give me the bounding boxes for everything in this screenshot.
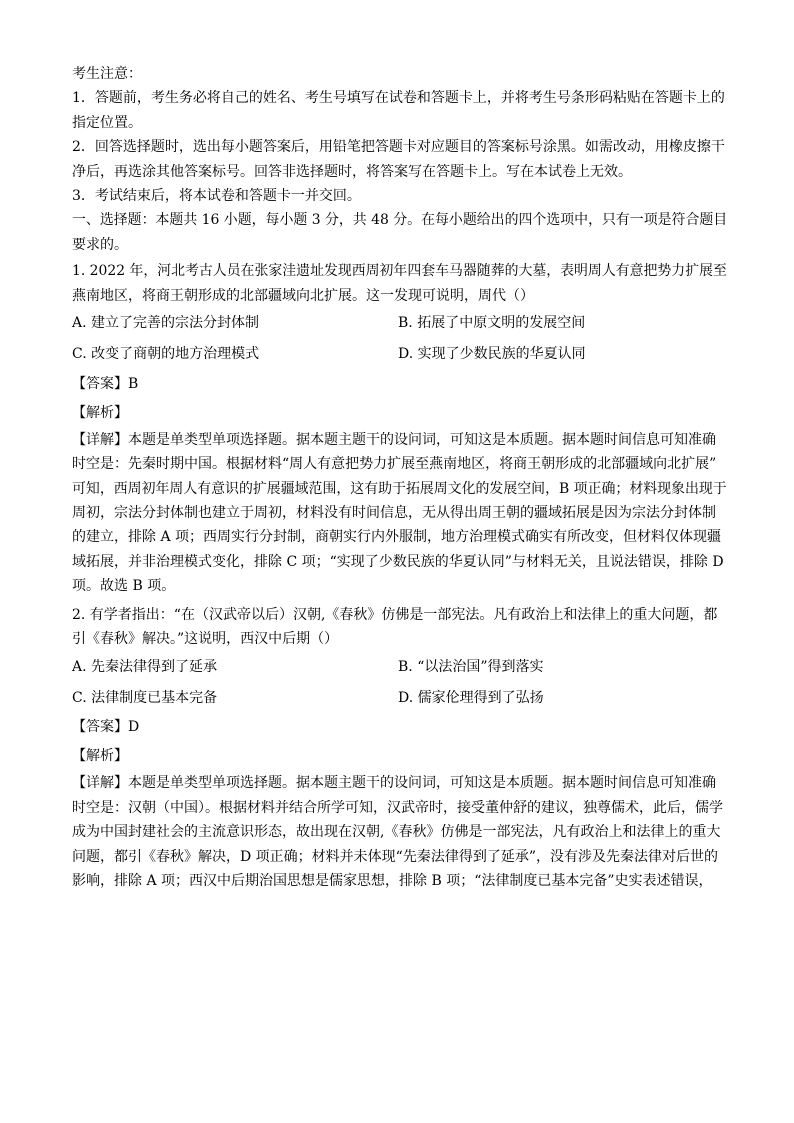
q2-option-b: B. “以法治国”得到落实	[398, 658, 544, 675]
q1-answer: 【答案】B	[72, 375, 139, 392]
q1-options-row-1	[72, 308, 727, 339]
q2-detail-line-3: 成为中国封建社会的主流意识形态，故出现在汉朝,《春秋》仿佛是一部宪法，凡有政治上和法律上的重大	[72, 824, 721, 841]
q2-detail-line-2: 时空是：汉朝（中国）。根据材料并结合所学可知，汉武帝时，接受董仲舒的建议，独尊儒术，此后，儒学	[72, 799, 723, 816]
q1-detail-line-6: 域拓展，并非治理模式变化，排除 C 项；“实现了少数民族的华夏认同”与材料无关，且说法错误，排除 D	[72, 553, 724, 570]
q1-options-row-2	[72, 339, 727, 370]
q1-option-d: D. 实现了少数民族的华夏认同	[398, 346, 586, 363]
section-line-2: 要求的。	[72, 236, 128, 253]
section-line-1: 一、选择题：本题共 16 小题，每小题 3 分，共 48 分。在每小题给出的四个选项中，只有一项是符合题目	[72, 212, 728, 229]
notice-item-1a: 1．答题前，考生务必将自己的姓名、考生号填写在试卷和答题卡上，并将考生号条形码粘贴在答题卡上的	[72, 90, 725, 107]
q2-options-row-2	[72, 682, 727, 713]
q1-detail-line-4: 周初，宗法分封体制也建立于周初，材料没有时间信息，无从得出周王朝的疆域拓展是因为宗法分封体制	[72, 505, 716, 522]
exam-page	[72, 62, 727, 893]
q1-detail-line-3: 可知，西周初年周人有意识的扩展疆域范围，这有助于拓展周文化的发展空间，B 项正确；材料现象出现于	[72, 480, 727, 497]
q2-option-a: A. 先秦法律得到了延承	[72, 658, 218, 675]
q2-detail-line-1: 【详解】本题是单类型单项选择题。据本题主题干的设问词，可知这是本质题。据本题时间信息可知准确	[72, 775, 716, 792]
q2-option-d: D. 儒家伦理得到了弘扬	[398, 689, 544, 706]
q2-stem-line-2: 引《春秋》解决。”这说明，西汉中后期（）	[72, 631, 339, 648]
q1-option-b: B. 拓展了中原文明的发展空间	[398, 315, 586, 332]
q2-stem-line-1: 2. 有学者指出：“在（汉武帝以后）汉朝,《春秋》仿佛是一部宪法。凡有政治上和法律上的重大问题，都	[72, 606, 718, 623]
q2-detail-line-5: 影响，排除 A 项；西汉中后期治国思想是儒家思想，排除 B 项；“法律制度已基本完备”史实表述错误，	[72, 872, 713, 889]
q1-detail-line-5: 的建立，排除 A 项；西周实行分封制，商朝实行内外服制，地方治理模式确实有所改变，但材料仅体现疆	[72, 529, 722, 546]
q2-option-c: C. 法律制度已基本完备	[72, 689, 218, 706]
q2-options-row-1	[72, 651, 727, 682]
q1-analysis-title: 【解析】	[72, 404, 128, 421]
q2-analysis-title: 【解析】	[72, 748, 128, 765]
q1-detail-line-1: 【详解】本题是单类型单项选择题。据本题主题干的设问词，可知这是本质题。据本题时间信息可知准确	[72, 431, 716, 448]
notice-item-2a: 2．回答选择题时，选出每小题答案后，用铅笔把答题卡对应题目的答案标号涂黑。如需改动，用橡皮擦干	[72, 139, 725, 156]
section-heading	[72, 208, 727, 257]
q1-option-a: A. 建立了完善的宗法分封体制	[72, 315, 260, 332]
notice-block	[72, 62, 727, 208]
notice-item-2b: 净后，再选涂其他答案标号。回答非选择题时，将答案写在答题卡上。写在本试卷上无效。	[72, 163, 632, 180]
q2-detail-line-4: 问题，都引《春秋》解决，D 项正确；材料并未体现“先秦法律得到了延承”，没有涉及先秦法律对后世的	[72, 848, 718, 865]
notice-item-3: 3．考试结束后，将本试卷和答题卡一并交回。	[72, 187, 361, 204]
notice-item-1b: 指定位置。	[72, 114, 142, 131]
notice-title: 考生注意：	[72, 66, 142, 82]
q1-option-c: C. 改变了商朝的地方治理模式	[72, 346, 260, 363]
question-2	[72, 603, 727, 894]
q2-answer: 【答案】D	[72, 719, 140, 736]
q1-stem-line-2: 燕南地区，将商王朝形成的北部疆域向北扩展。这一发现可说明，周代（）	[72, 287, 534, 304]
question-1	[72, 259, 727, 599]
q1-detail-line-7: 项。故选 B 项。	[72, 578, 176, 595]
q1-detail-line-2: 时空是：先秦时期中国。根据材料“周人有意把势力扩展至燕南地区，将商王朝形成的北部疆域向北扩展”	[72, 456, 717, 473]
q1-stem-line-1: 1. 2022 年，河北考古人员在张家洼遗址发现西周初年四套车马器随葬的大墓，表明周人有意把势力扩展至	[72, 263, 727, 280]
